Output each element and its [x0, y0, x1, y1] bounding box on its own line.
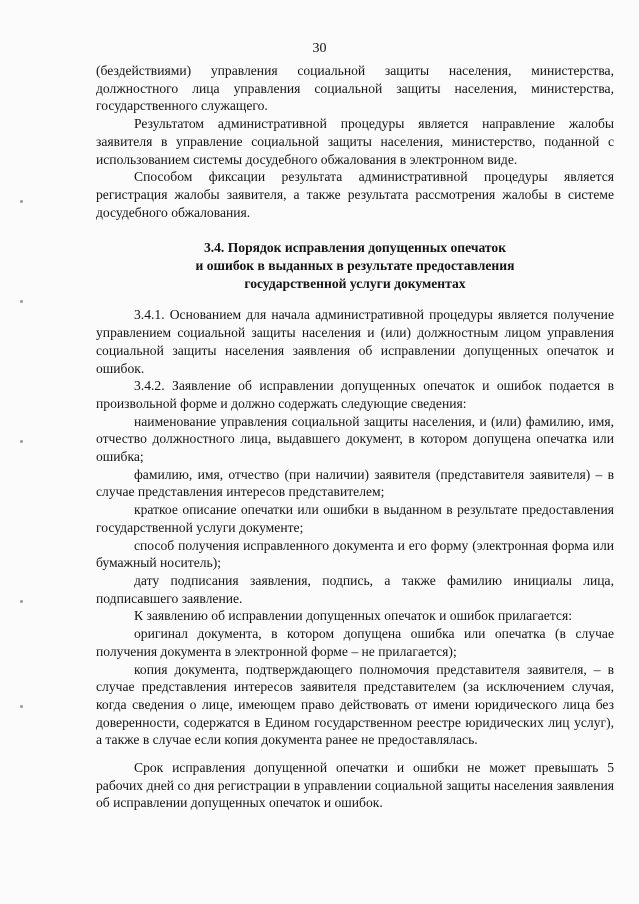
deadline-paragraph: Срок исправления допущенной опечатки и ошибки не может превышать 5 рабочих дней со дня регистрации в управлении социальной защиты населения заявления об исправлении допущенных опечаток и ошибок. — [96, 760, 614, 811]
list-item: копия документа, подтверждающего полномочия представителя заявителя, – в случае представления интересов заявителя представителем (за исключением случая, когда сведения о лице, имеющем право действовать от имени юридического лица без доверенности, содержатся в Едином государственном реестре юридических лиц услуг), а также в случае если копия документа ранее не предоставлялась. — [96, 661, 614, 748]
list-item: способ получения исправленного документа и его форму (электронная форма или бумажный носитель); — [96, 537, 614, 571]
intro-paragraph-fixation: Способом фиксации результата административной процедуры является регистрация жалобы заявителя, а также результата рассмотрения жалобы в системе досудебного обжалования. — [96, 169, 614, 220]
margin-dot — [20, 705, 23, 708]
intro-paragraph-continuation: (бездействиями) управления социальной защиты населения, министерства, должностного лица управления социальной защиты населения, министерства, государственного служащего. — [96, 63, 614, 114]
section-heading-line: 3.4. Порядок исправления допущенных опечаток — [203, 240, 507, 256]
page-number: 30 — [312, 41, 327, 56]
intro-paragraph-result: Результатом административной процедуры является направление жалобы заявителя в управление социальной защиты населения, министерство, поданной с использованием системы досудебного обжалования в электронном виде. — [96, 116, 614, 167]
clause-3-4-2: 3.4.2. Заявление об исправлении допущенных опечаток и ошибок подается в произвольной форме и должно содержать следующие сведения: — [96, 378, 614, 411]
document-body — [96, 62, 614, 812]
margin-dot — [20, 440, 23, 443]
clause-3-4-1: 3.4.1. Основанием для начала административной процедуры является получение управлением социальной защиты населения и (или) должностным лицом управления социальной защиты населения заявления об исправлении допущенных опечаток и ошибок. — [96, 307, 614, 376]
margin-dot — [20, 200, 23, 203]
margin-dot — [20, 300, 23, 303]
list-item: дату подписания заявления, подпись, а также фамилию инициалы лица, подписавшего заявление. — [96, 572, 614, 606]
attachments-paragraph: К заявлению об исправлении допущенных опечаток и ошибок прилагается: — [134, 608, 572, 624]
list-item: наименование управления социальной защиты населения, и (или) фамилию, имя, отчество должностного лица, выдавшего документ, в котором допущена опечатка или ошибка; — [96, 413, 614, 465]
list-item: краткое описание опечатки или ошибки в выданном в результате предоставления государственной услуги документе; — [96, 502, 614, 535]
list-item: оригинал документа, в котором допущена ошибка или опечатка (в случае получения документа в электронной форме – не прилагается); — [96, 626, 614, 659]
margin-dot — [20, 600, 23, 603]
section-heading — [96, 239, 614, 292]
section-heading-line: и ошибок в выданных в результате предоставления — [195, 258, 515, 274]
section-heading-line: государственной услуги документах — [244, 275, 466, 291]
list-item: фамилию, имя, отчество (при наличии) заявителя (представителя заявителя) – в случае представления интересов представителем; — [96, 466, 614, 500]
